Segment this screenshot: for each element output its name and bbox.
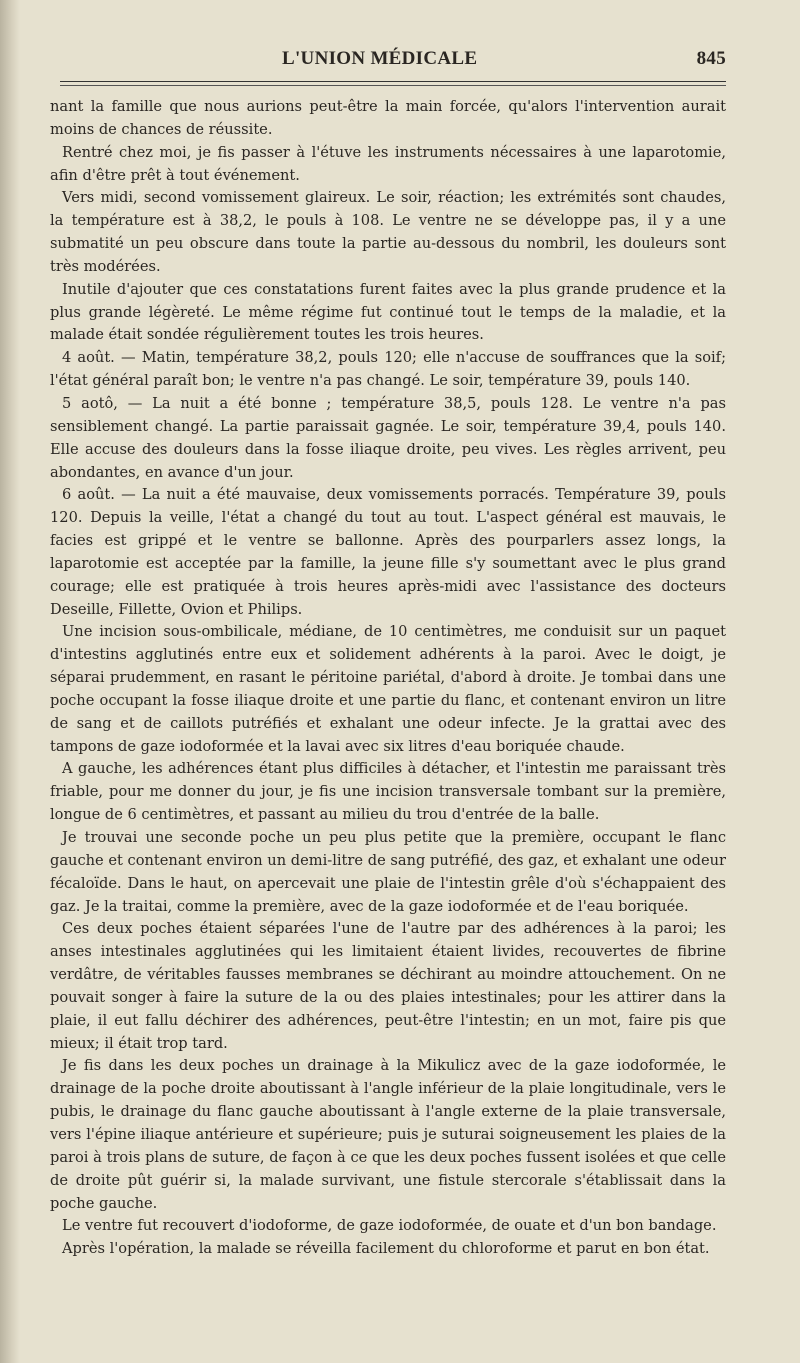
paragraph: Après l'opération, la malade se réveilla facilement du chloroforme et parut en bon état. xyxy=(62,1240,710,1258)
paragraph: Vers midi, second vomissement glaireux. Le soir, réaction; les extrémités sont chaudes, la température est à 38,2, le pouls à 108. Le ventre ne se développe pas, il y a une submatité un peu obscure dans toute la partie au-dessous du nombril, les douleurs sont très modérées. xyxy=(50,189,726,275)
running-header xyxy=(50,48,726,74)
header-rule xyxy=(60,81,726,82)
paragraph: 4 août. — Matin, température 38,2, pouls 120; elle n'accuse de souffrances que la soif; l'état général paraît bon; le ventre n'a pas changé. Le soir, température 39, pouls 140. xyxy=(50,349,726,390)
paragraph: Rentré chez moi, je fis passer à l'étuve les instruments nécessaires à une laparotomie, afin d'être prêt à tout événement. xyxy=(50,143,726,184)
paragraph: Une incision sous-ombilicale, médiane, de 10 centimètres, me conduisit sur un paquet d'intestins agglutinés entre eux et solidement adhérents à la paroi. Avec le doigt, je séparai prudemment, en rasant le péritoine pariétal, d'abord à droite. Je tombai dans une poche occupant la fosse iliaque droite et une partie du flanc, et contenant environ un litre de sang et de caillots putréfiés et exhalant une odeur infecte. Je la grattai avec des tampons de gaze iodoformée et la lavai avec six litres d'eau boriquée chaude. xyxy=(50,623,726,755)
paragraph: Le ventre fut recouvert d'iodoforme, de gaze iodoformée, de ouate et d'un bon bandage. xyxy=(62,1217,717,1235)
header-rule-thin xyxy=(60,85,726,86)
paragraph: A gauche, les adhérences étant plus difficiles à détacher, et l'intestin me paraissant très friable, pour me donner du jour, je fis une incision transversale tombant sur la première, longue de 6 centimètres, et passant au milieu du trou d'entrée de la balle. xyxy=(50,760,726,824)
paragraph: Inutile d'ajouter que ces constatations furent faites avec la plus grande prudence et la plus grande légèreté. Le même régime fut continué tout le temps de la maladie, et la malade était sondée régulièrement toutes les trois heures. xyxy=(50,280,726,344)
page-edge-shadow xyxy=(0,0,20,1363)
paragraph: Ces deux poches étaient séparées l'une de l'autre par des adhérences à la paroi; les anses intestinales agglutinées qui les limitaient étaient livides, recouvertes de fibrine verdâtre, de véritables fausses membranes se déchirant au moindre attouchement. On ne pouvait songer à faire la suture de la ou des plaies intestinales; pour les attirer dans la plaie, il eut fallu déchirer des adhérences, peut-être l'intestin; en un mot, faire pis que mieux; il était trop tard. xyxy=(50,920,726,1052)
paragraph: 5 aotô, — La nuit a été bonne ; température 38,5, pouls 128. Le ventre n'a pas sensiblement changé. La partie paraissait gagnée. Le soir, température 39,4, pouls 140. Elle accuse des douleurs dans la fosse iliaque droite, peu vives. Les règles arrivent, peu abondantes, en avance d'un jour. xyxy=(50,394,726,481)
paragraph: 6 août. — La nuit a été mauvaise, deux vomissements porracés. Température 39, pouls 120. Depuis la veille, l'état a changé du tout au tout. L'aspect général est mauvais, le facies est grippé et le ventre se ballonne. Après des pourparlers assez longs, la laparotomie est acceptée par la famille, la jeune fille s'y soumettant avec le plus grand courage; elle est pratiquée à trois heures après-midi avec l'assistance des docteurs Deseille, Fillette, Ovion et Philips. xyxy=(50,486,726,618)
paragraph: Je fis dans les deux poches un drainage à la Mikulicz avec de la gaze iodoformée, le drainage de la poche droite aboutissant à l'angle inférieur de la plaie longitudinale, vers le pubis, le drainage du flanc gauche aboutissant à l'angle externe de la plaie transversale, vers l'épine iliaque antérieure et supérieure; puis je suturai soigneusement les plaies de la paroi à trois plans de suture, de façon à ce que les deux poches fussent isolées et que celle de droite pût guérir si, la malade survivant, une fistule stercorale s'établissait dans la poche gauche. xyxy=(50,1057,726,1212)
page-number: 845 xyxy=(696,48,726,69)
body-text xyxy=(50,96,726,1261)
journal-title: L'UNION MÉDICALE xyxy=(282,48,478,69)
paragraph: Je trouvai une seconde poche un peu plus petite que la première, occupant le flanc gauche et contenant environ un demi-litre de sang putréfié, des gaz, et exhalant une odeur fécaloïde. Dans le haut, on apercevait une plaie de l'intestin grêle d'où s'échappaient des gaz. Je la traitai, comme la première, avec de la gaze iodoformée et de l'eau boriquée. xyxy=(50,829,726,915)
paragraph: nant la famille que nous aurions peut-être la main forcée, qu'alors l'intervention aurait moins de chances de réussite. xyxy=(50,98,726,138)
